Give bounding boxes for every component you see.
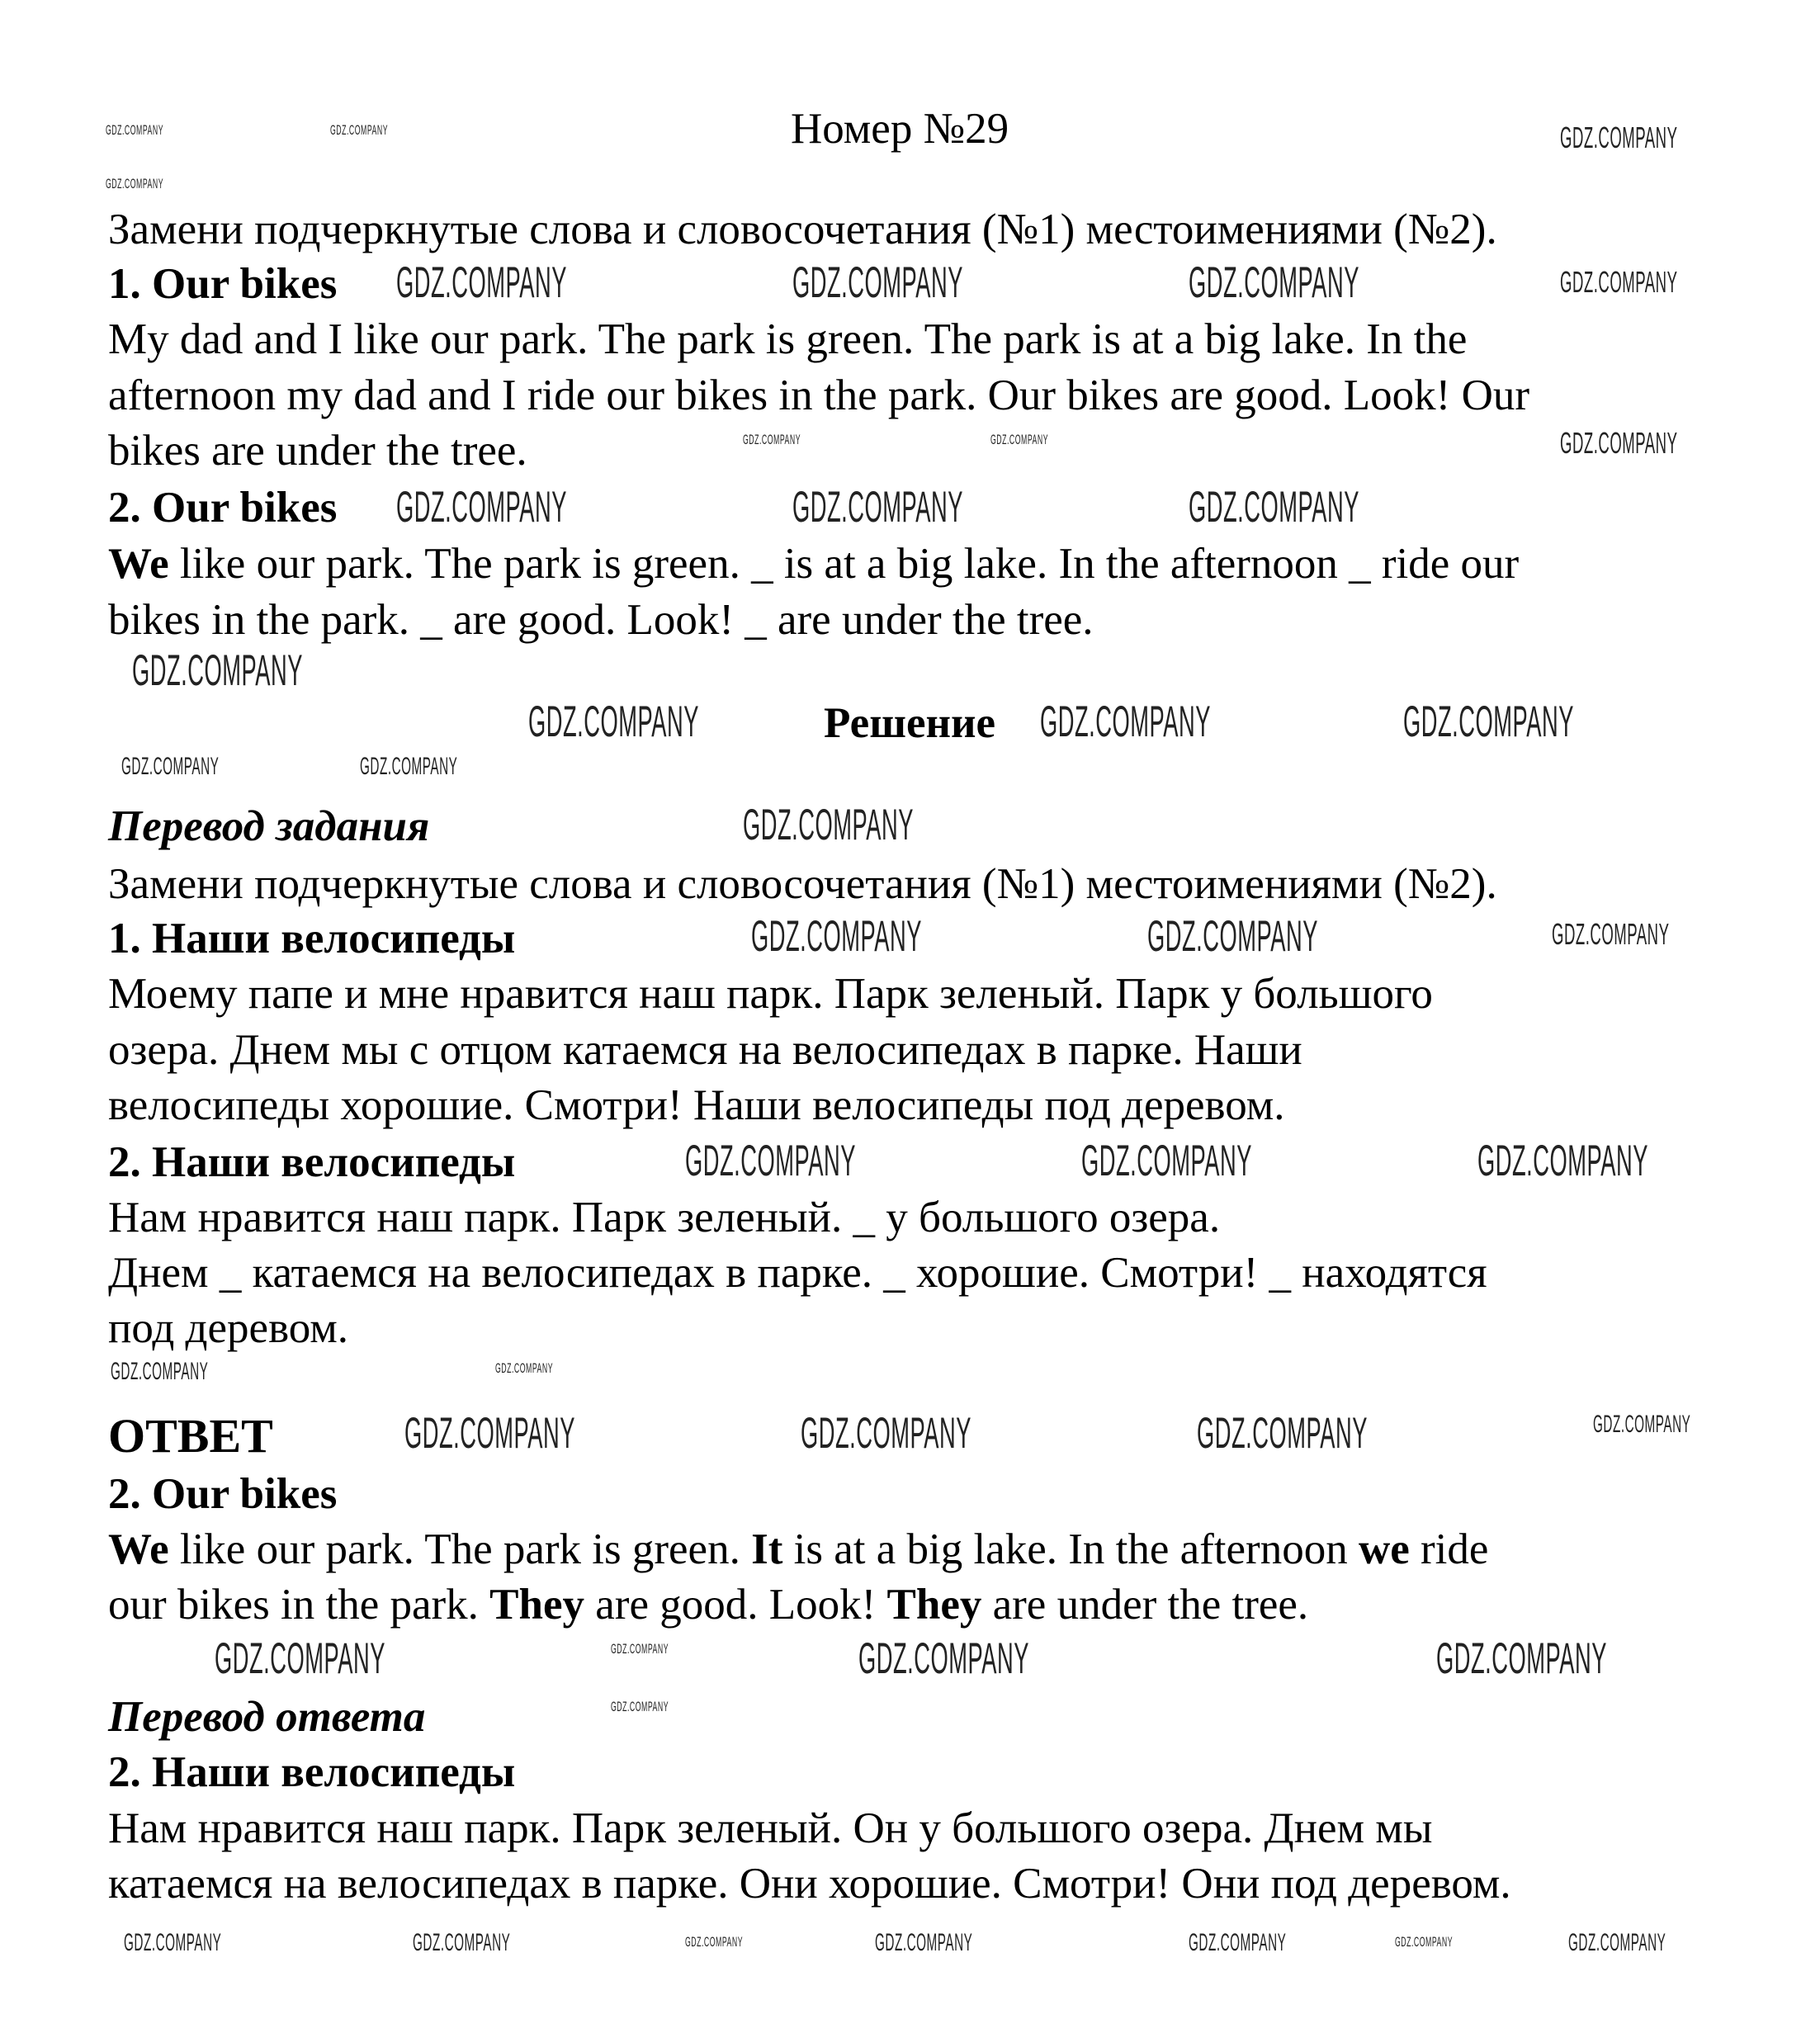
watermark: GDZ.COMPANY [396, 483, 567, 532]
watermark: GDZ.COMPANY [1560, 121, 1678, 154]
watermark: GDZ.COMPANY [132, 646, 303, 695]
translation-instruction: Замени подчеркнутые слова и словосочетания (№1) местоимениями (№2). [108, 860, 1497, 908]
watermark: GDZ.COMPANY [792, 258, 963, 307]
answer-line [108, 1577, 1308, 1633]
watermark: GDZ.COMPANY [875, 1929, 973, 1956]
pronoun: we [1358, 1525, 1410, 1573]
task-instruction: Замени подчеркнутые слова и словосочетания (№1) местоимениями (№2). [108, 206, 1497, 253]
answer-translation-heading: Перевод ответа [108, 1693, 426, 1741]
text: like our park. The park is green. _ is at a big lake. In the afternoon _ ride our [168, 540, 1520, 588]
watermark: GDZ.COMPANY [1189, 1929, 1287, 1956]
answer-part-heading: 2. Our bikes [108, 1470, 338, 1518]
answer-translation-line: Нам нравится наш парк. Парк зеленый. Он у большого озера. Днем мы [108, 1804, 1433, 1852]
watermark: GDZ.COMPANY [106, 176, 164, 191]
pronoun: We [108, 1525, 169, 1573]
watermark: GDZ.COMPANY [1552, 918, 1670, 951]
watermark: GDZ.COMPANY [106, 122, 164, 138]
solution-heading: Решение [824, 699, 996, 747]
watermark: GDZ.COMPANY [396, 258, 567, 307]
watermark: GDZ.COMPANY [404, 1409, 575, 1458]
watermark: GDZ.COMPANY [413, 1929, 511, 1956]
translation-part1-heading: 1. Наши велосипеды [108, 915, 516, 962]
watermark: GDZ.COMPANY [611, 1641, 669, 1657]
watermark: GDZ.COMPANY [743, 432, 801, 447]
translation-part2-heading: 2. Наши велосипеды [108, 1138, 516, 1186]
watermark: GDZ.COMPANY [1189, 483, 1359, 532]
watermark: GDZ.COMPANY [990, 432, 1049, 447]
watermark: GDZ.COMPANY [743, 801, 914, 849]
watermark: GDZ.COMPANY [121, 753, 220, 780]
watermark: GDZ.COMPANY [1197, 1409, 1368, 1458]
watermark: GDZ.COMPANY [1395, 1934, 1454, 1950]
text: ride [1409, 1525, 1489, 1573]
watermark: GDZ.COMPANY [1593, 1411, 1691, 1438]
watermark: GDZ.COMPANY [1147, 912, 1318, 961]
pronoun: They [886, 1581, 982, 1629]
pronoun: It [751, 1525, 783, 1573]
bold-word: We [108, 540, 169, 588]
watermark: GDZ.COMPANY [1081, 1137, 1252, 1185]
page-title: Номер №29 [791, 105, 1009, 153]
text: like our park. The park is green. [168, 1525, 752, 1573]
task-part2-line: bikes in the park. _ are good. Look! _ are under the tree. [108, 596, 1094, 644]
watermark: GDZ.COMPANY [801, 1409, 971, 1458]
answer-heading: ОТВЕТ [108, 1409, 273, 1463]
task-part1-line: bikes are under the tree. [108, 427, 527, 475]
watermark: GDZ.COMPANY [1189, 258, 1359, 307]
watermark: GDZ.COMPANY [751, 912, 922, 961]
answer-translation-part-heading: 2. Наши велосипеды [108, 1748, 516, 1796]
task-part1-line: afternoon my dad and I ride our bikes in the park. Our bikes are good. Look! Our [108, 371, 1530, 419]
watermark: GDZ.COMPANY [1560, 266, 1678, 299]
task-part2-line [108, 537, 1519, 592]
watermark: GDZ.COMPANY [685, 1137, 856, 1185]
watermark: GDZ.COMPANY [1436, 1634, 1607, 1683]
answer-translation-line: катаемся на велосипедах в парке. Они хорошие. Смотри! Они под деревом. [108, 1860, 1511, 1908]
watermark: GDZ.COMPANY [1403, 697, 1574, 746]
translation-heading: Перевод задания [108, 802, 430, 850]
watermark: GDZ.COMPANY [495, 1360, 554, 1376]
text: is at a big lake. In the afternoon [782, 1525, 1359, 1573]
task-part1-line: My dad and I like our park. The park is green. The park is at a big lake. In the [108, 315, 1468, 363]
watermark: GDZ.COMPANY [1040, 697, 1211, 746]
task-part1-heading: 1. Our bikes [108, 260, 338, 308]
watermark: GDZ.COMPANY [330, 122, 389, 138]
watermark: GDZ.COMPANY [215, 1634, 385, 1683]
translation-part2-line: Днем _ катаемся на велосипедах в парке. _ хорошие. Смотри! _ находятся [108, 1249, 1487, 1297]
watermark: GDZ.COMPANY [528, 697, 699, 746]
text: are good. Look! [584, 1581, 887, 1629]
translation-part1-line: Моему папе и мне нравится наш парк. Парк зеленый. Парк у большого [108, 970, 1433, 1018]
task-part2-heading: 2. Our bikes [108, 484, 338, 532]
pronoun: They [489, 1581, 585, 1629]
watermark: GDZ.COMPANY [685, 1934, 744, 1950]
watermark: GDZ.COMPANY [858, 1634, 1029, 1683]
translation-part2-line: под деревом. [108, 1304, 349, 1352]
watermark: GDZ.COMPANY [1477, 1137, 1648, 1185]
translation-part1-line: озера. Днем мы с отцом катаемся на велосипедах в парке. Наши [108, 1026, 1302, 1074]
watermark: GDZ.COMPANY [792, 483, 963, 532]
translation-part1-line: велосипеды хорошие. Смотри! Наши велосипеды под деревом. [108, 1081, 1285, 1129]
text: are under the tree. [981, 1581, 1309, 1629]
watermark: GDZ.COMPANY [111, 1358, 209, 1385]
watermark: GDZ.COMPANY [124, 1929, 222, 1956]
watermark: GDZ.COMPANY [611, 1699, 669, 1714]
answer-line [108, 1522, 1488, 1577]
text: our bikes in the park. [108, 1581, 490, 1629]
watermark: GDZ.COMPANY [360, 753, 458, 780]
watermark: GDZ.COMPANY [1560, 427, 1678, 460]
watermark: GDZ.COMPANY [1568, 1929, 1666, 1956]
translation-part2-line: Нам нравится наш парк. Парк зеленый. _ у большого озера. [108, 1194, 1221, 1241]
